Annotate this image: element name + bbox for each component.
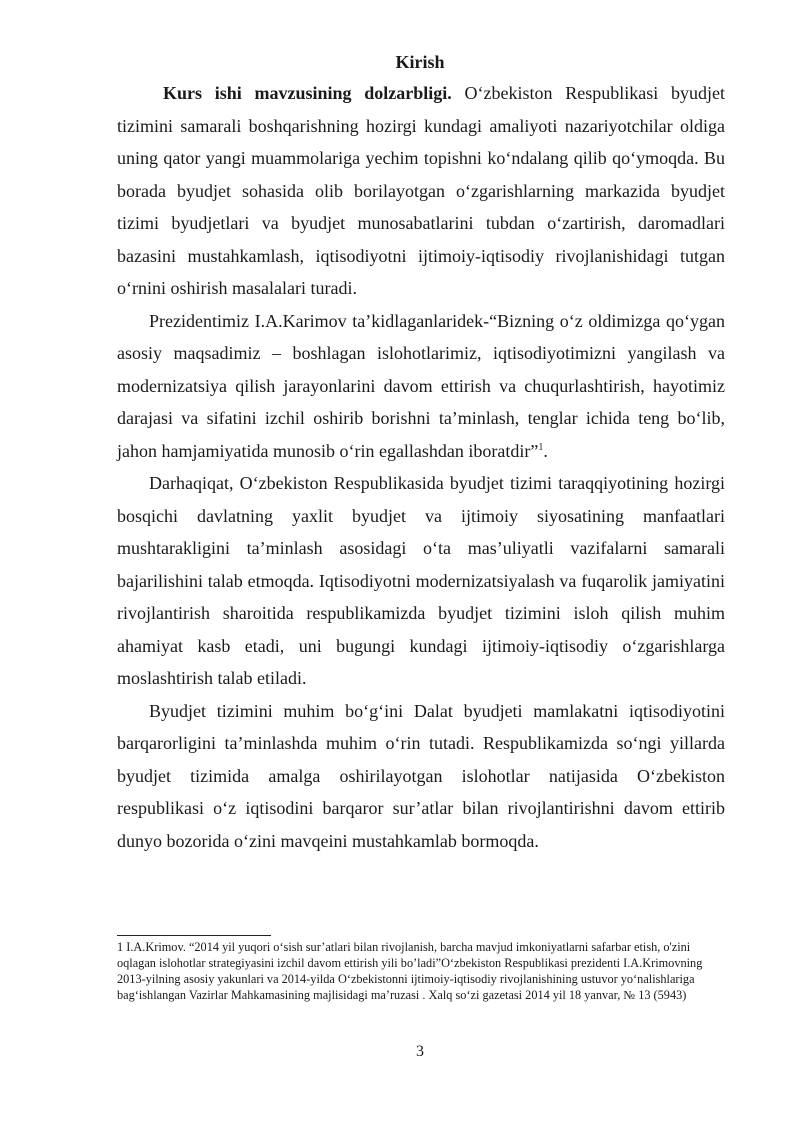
paragraph-4: Byudjet tizimini muhim bo‘g‘ini Dalat byudjeti mamlakatni iqtisodiyotini barqarorligini ta’minlashda muhim o‘rin tutadi. Respublikamizda so‘ngi yillarda byudjet tizimida amalga oshirilayotgan islohotlar natijasida O‘zbekiston respublikasi o‘z iqtisodini barqaror sur’atlar bilan rivojlantirishni davom ettirib dunyo bozorida o‘zini mavqeini mustahkamlab bormoqda. — [117, 700, 725, 851]
paragraph-3: Darhaqiqat, O‘zbekiston Respublikasida byudjet tizimi taraqqiyotining hozirgi bosqichi davlatning yaxlit byudjet va ijtimoiy siyosatining manfaatlari mushtarakligini ta’minlash asosidagi o‘ta mas’uliyatli vazifalarni samarali bajarilishini talab etmoqda. Iqtisodiyotni modernizatsiyalash va fuqarolik jamiyatini rivojlantirish sharoitida respublikamizda byudjet tizimini isloh qilish muhim ahamiyat kasb etadi, uni bugungi kundagi ijtimoiy-iqtisodiy o‘zgarishlarga moslashtirish talab etiladi. — [117, 473, 725, 688]
footnote-text: 1 I.A.Krimov. “2014 yil yuqori o‘sish sur’atlari bilan rivojlanish, barcha mavjud imkoniyatlarni safarbar etish, o'zini oqlagan islohotlar strategiyasini izchil davom ettirish yili bo’ladi”O‘zbekiston Respublikasi prezidenti I.A.Krimovning 2013-yilning asosiy yakunlari va 2014-yilda O‘zbekistonni ijtimoiy-iqtisodiy rivojlanishining ustuvor yo‘nalishlariga bag‘ishlangan Vazirlar Mahkamasining majlisidagi ma’ruzasi . Xalq so‘zi gazetasi 2014 yil 18 yanvar, № 13 (5943) — [117, 940, 703, 1002]
paragraph-2 — [117, 305, 725, 468]
page-number: 3 — [416, 1043, 424, 1060]
footnote-separator — [117, 935, 271, 936]
section-heading: Kirish — [395, 52, 445, 72]
footnote-reference[interactable]: 1 — [538, 441, 544, 453]
paragraph-2-text: Prezidentimiz I.A.Karimov ta’kidlaganlaridek-“Bizning o‘z oldimizga qo‘ygan asosiy maqsadimiz – boshlagan islohotlarimiz, iqtisodiyotimizni yangilash va modernizatsiya qilish jarayonlarini davom ettirish va chuqurlashtirish, hayotimiz darajasi va sifatini izchil oshirib borishni ta’minlash, tenglar ichida teng bo‘lib, jahon hamjamiyatida munosib o‘rin egallashdan iboratdir” — [117, 310, 725, 461]
paragraph-1-lead: Kurs ishi mavzusining dolzarbligi. — [163, 83, 452, 103]
paragraph-2-end: . — [543, 440, 548, 461]
body-text — [117, 77, 725, 857]
paragraph-1 — [117, 77, 725, 305]
paragraph-1-text: O‘zbekiston Respublikasi byudjet tizimini samarali boshqarishning hozirgi kundagi amaliyoti nazariyotchilar oldiga uning qator yangi muammolariga yechim topishni ko‘ndalang qilib qo‘ymoqda. Bu borada byudjet sohasida olib borilayotgan o‘zgarishlarning markazida byudjet tizimi byudjetlari va byudjet munosabatlarini tubdan o‘zartirish, daromadlari bazasini mustahkamlash, iqtisodiyotni ijtimoiy-iqtisodiy rivojlanishidagi tutgan o‘rnini oshirish masalalari turadi. — [117, 83, 725, 298]
